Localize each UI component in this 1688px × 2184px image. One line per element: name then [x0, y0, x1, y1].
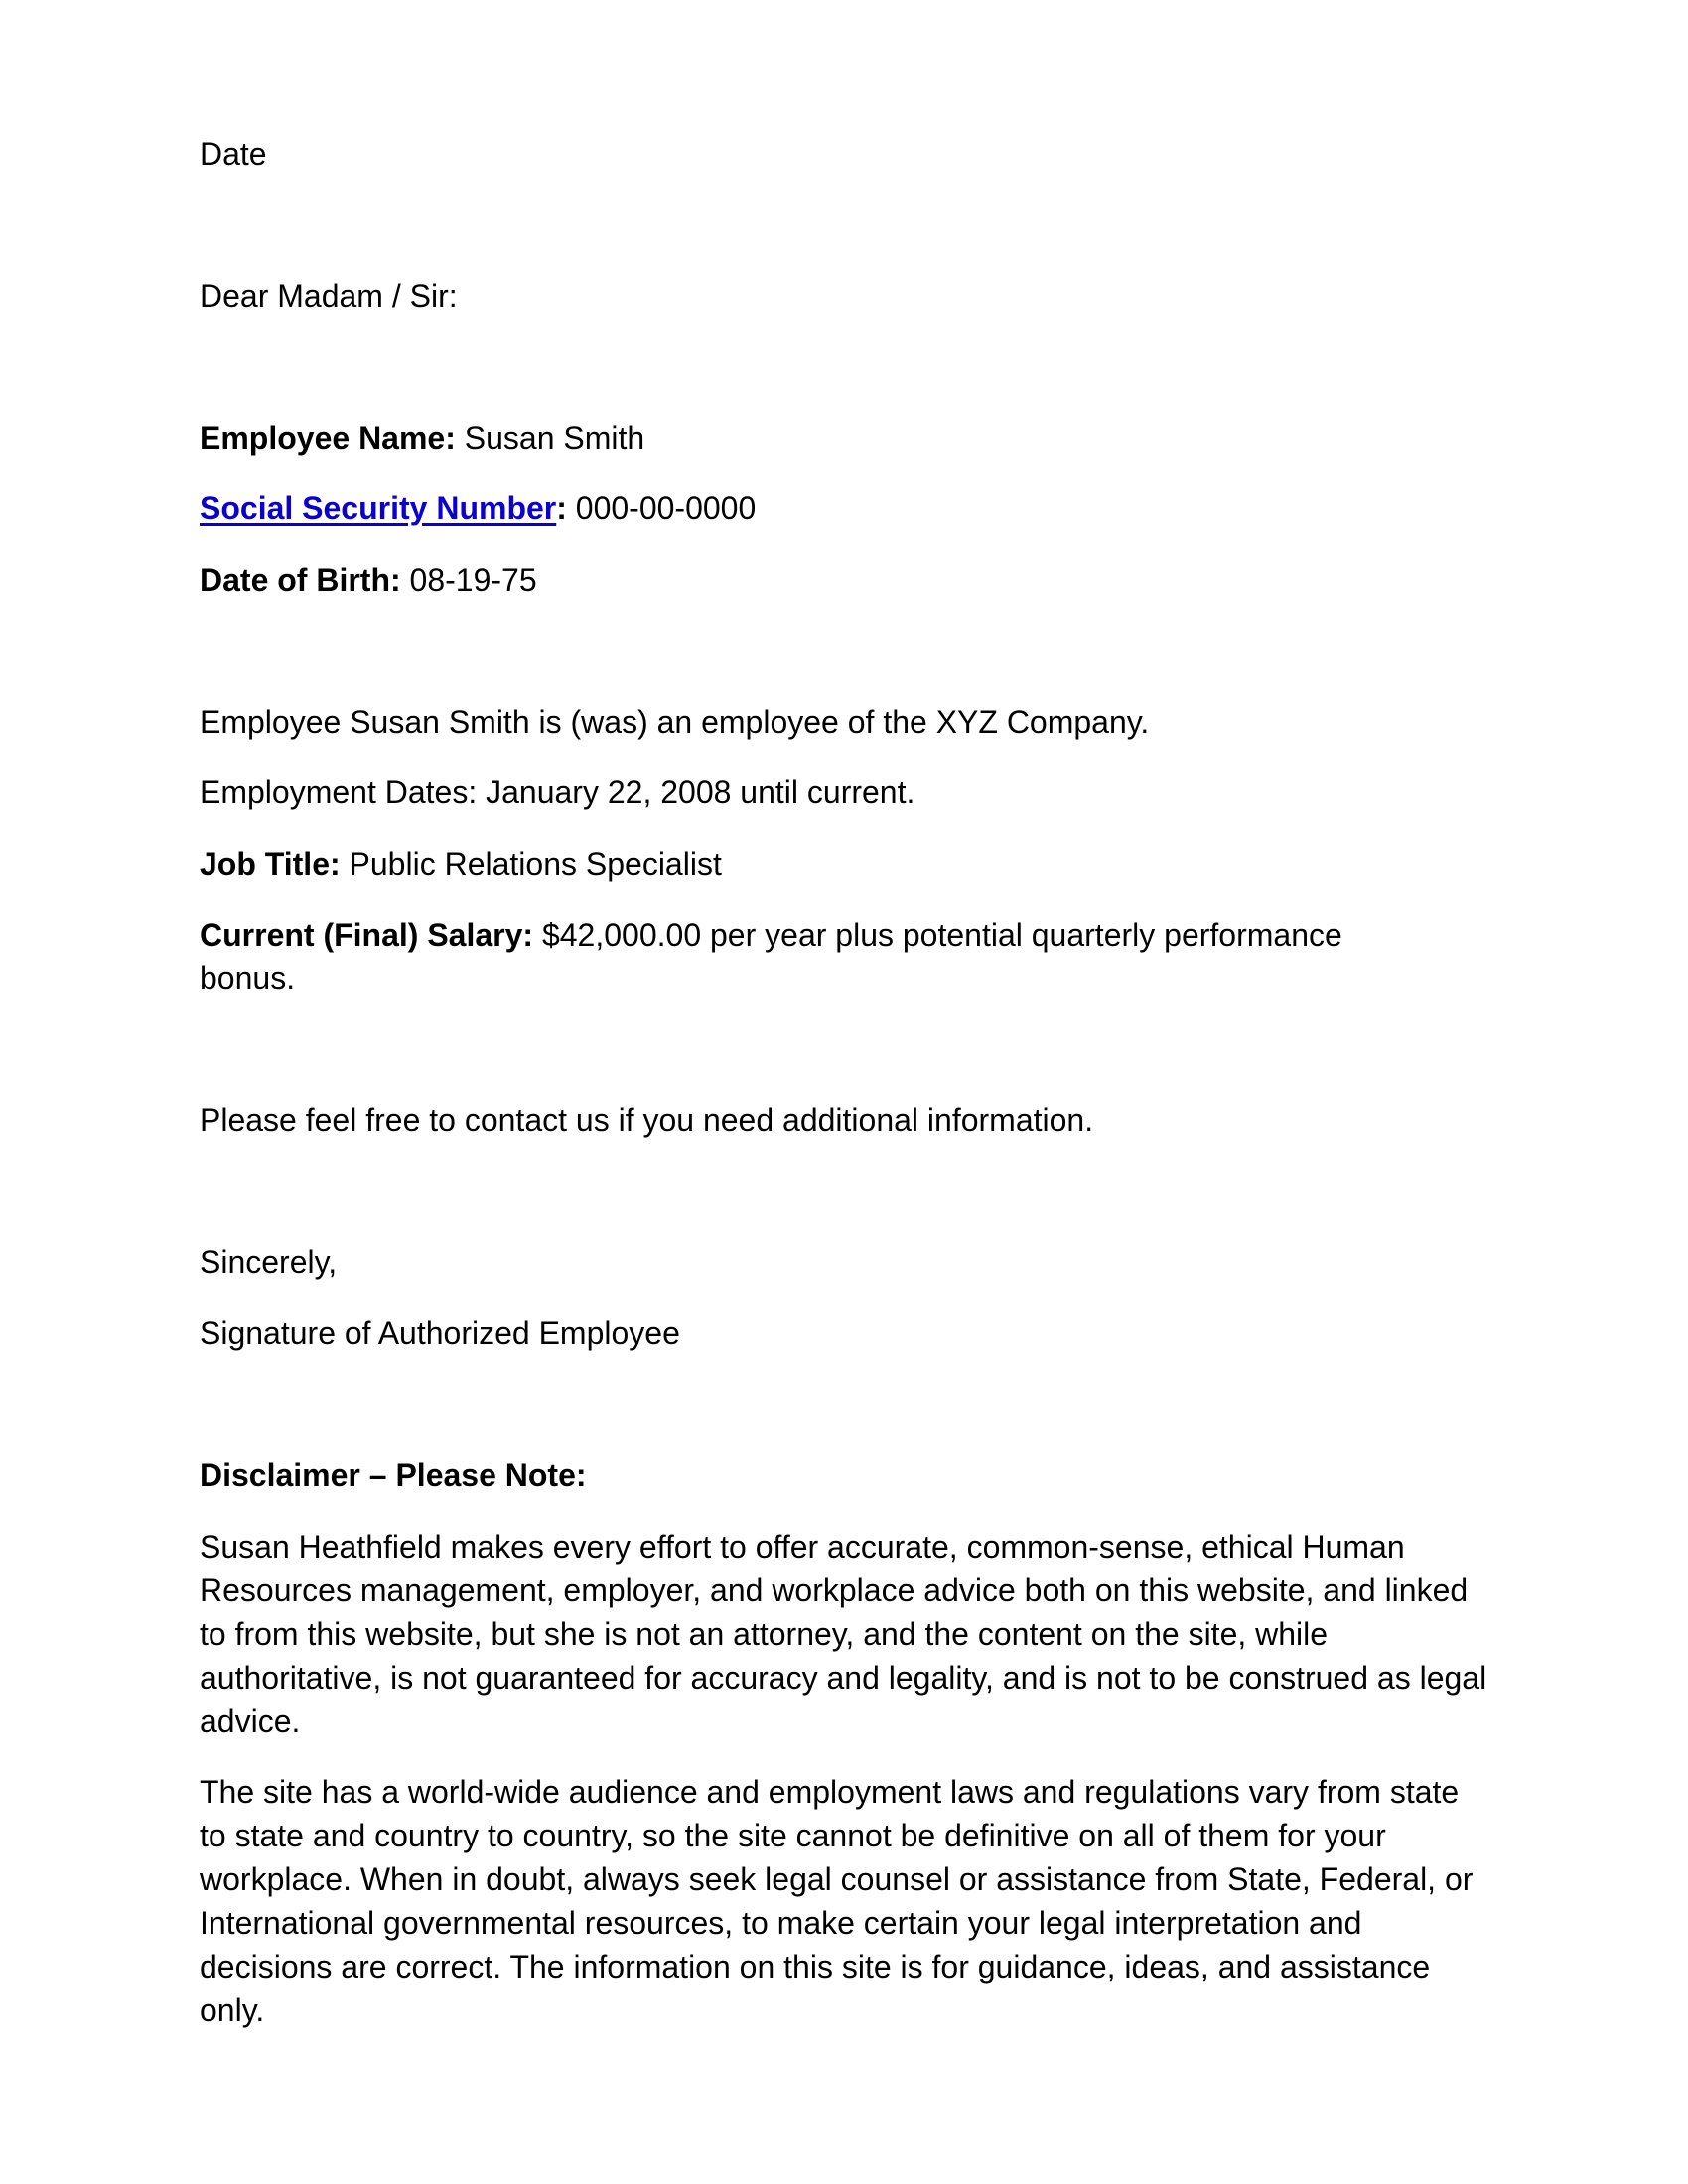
- disclaimer-paragraph-2: The site has a world-wide audience and employment laws and regulations vary from state to state and country to country, so the site cannot be definitive on all of them for your workplace. When in doubt, always seek legal counsel or assistance from State, Federal, or International governmental resources, to make certain your legal interpretation and decisions are correct. The information on this site is for guidance, ideas, and assistance only.: [200, 1774, 1474, 2028]
- ssn-link[interactable]: Social Security Number: [200, 490, 557, 526]
- salutation: Dear Madam / Sir:: [200, 278, 458, 314]
- letter-page: [200, 0, 1490, 2184]
- contact-note: Please feel free to contact us if you need additional information.: [200, 1102, 1094, 1138]
- employee-name-label: Employee Name:: [200, 420, 456, 456]
- salary-row-continued: bonus.: [200, 960, 296, 996]
- ssn-value: 000-00-0000: [566, 490, 757, 526]
- dob-value: 08-19-75: [400, 562, 537, 598]
- dob-label: Date of Birth:: [200, 562, 401, 598]
- disclaimer-paragraph-1: Susan Heathfield makes every effort to offer accurate, common-sense, ethical Human Resources management, employer, and workplace advice both on this website, and linked to from this website, but she is not an attorney, and the content on the site, while authoritative, is not guaranteed for accuracy and legality, and is not to be construed as legal advice.: [200, 1529, 1487, 1739]
- employment-statement: Employee Susan Smith is (was) an employee of the XYZ Company.: [200, 704, 1150, 740]
- signature-line: Signature of Authorized Employee: [200, 1315, 680, 1351]
- disclaimer-heading: Disclaimer – Please Note:: [200, 1457, 587, 1493]
- salary-row: [200, 913, 1342, 957]
- employment-dates: Employment Dates: January 22, 2008 until current.: [200, 774, 915, 810]
- job-title-row: [200, 842, 722, 886]
- job-title-label: Job Title:: [200, 846, 341, 882]
- job-title-value: Public Relations Specialist: [340, 846, 722, 882]
- salary-value: $42,000.00 per year plus potential quarterly performance: [533, 917, 1342, 953]
- closing: Sincerely,: [200, 1244, 338, 1280]
- ssn-row: [200, 486, 756, 530]
- salary-label: Current (Final) Salary:: [200, 917, 534, 953]
- dob-row: [200, 558, 537, 602]
- employee-name-value: Susan Smith: [455, 420, 645, 456]
- date-line: Date: [200, 136, 267, 172]
- employee-name-row: [200, 416, 644, 460]
- ssn-colon: :: [556, 490, 567, 526]
